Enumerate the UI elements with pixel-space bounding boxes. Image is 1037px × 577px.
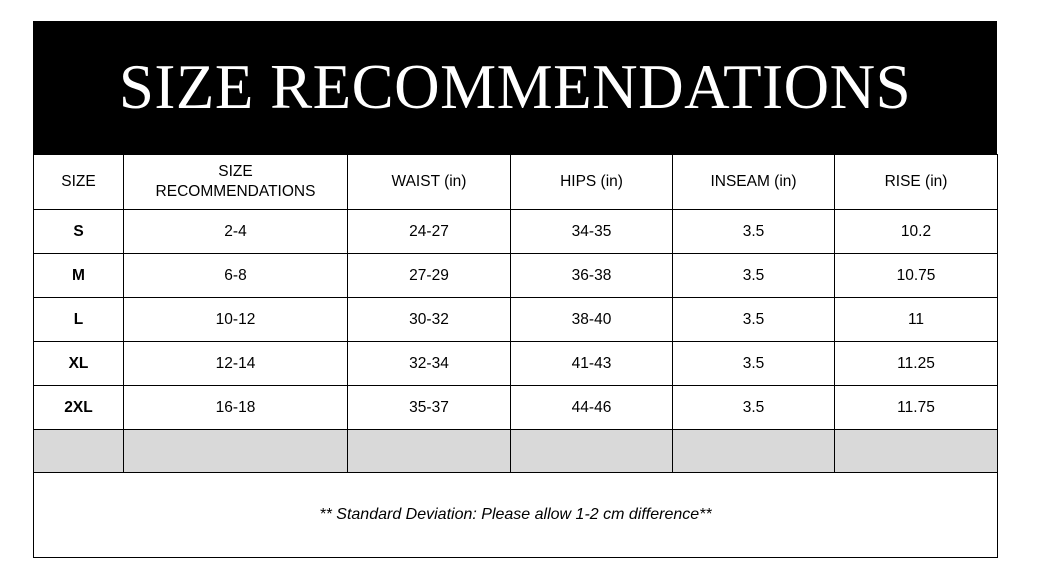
cell-rise: 11.75: [835, 386, 998, 430]
cell-size: M: [34, 254, 124, 298]
spacer-cell: [124, 430, 348, 473]
cell-hips: 36-38: [511, 254, 673, 298]
cell-hips: 34-35: [511, 210, 673, 254]
cell-size-recommendation: 6-8: [124, 254, 348, 298]
cell-rise: 11: [835, 298, 998, 342]
note-row: [34, 473, 998, 558]
header-cell-size: SIZE: [34, 155, 124, 210]
cell-inseam: 3.5: [673, 386, 835, 430]
cell-hips: 44-46: [511, 386, 673, 430]
size-table: [33, 154, 998, 558]
cell-rise: 11.25: [835, 342, 998, 386]
cell-waist: 30-32: [348, 298, 511, 342]
table-row: [34, 210, 998, 254]
standard-deviation-note: ** Standard Deviation: Please allow 1-2 cm difference**: [34, 473, 998, 558]
header-row: [34, 155, 998, 210]
cell-size-recommendation: 12-14: [124, 342, 348, 386]
cell-hips: 38-40: [511, 298, 673, 342]
header-cell-inseam: INSEAM (in): [673, 155, 835, 210]
header-cell-size-recommendations-line2: RECOMMENDATIONS: [155, 183, 316, 200]
spacer-cell: [673, 430, 835, 473]
table-row: [34, 254, 998, 298]
cell-rise: 10.2: [835, 210, 998, 254]
header-cell-waist: WAIST (in): [348, 155, 511, 210]
spacer-cell: [511, 430, 673, 473]
cell-hips: 41-43: [511, 342, 673, 386]
cell-size: L: [34, 298, 124, 342]
cell-size: 2XL: [34, 386, 124, 430]
cell-size-recommendation: 16-18: [124, 386, 348, 430]
table-header: [34, 155, 998, 210]
cell-waist: 32-34: [348, 342, 511, 386]
header-cell-rise: RISE (in): [835, 155, 998, 210]
spacer-cell: [348, 430, 511, 473]
cell-waist: 27-29: [348, 254, 511, 298]
spacer-row: [34, 430, 998, 473]
header-cell-size-recommendations: [124, 155, 348, 210]
table-row: [34, 386, 998, 430]
cell-inseam: 3.5: [673, 342, 835, 386]
cell-inseam: 3.5: [673, 210, 835, 254]
title-banner: [33, 21, 997, 154]
cell-rise: 10.75: [835, 254, 998, 298]
header-cell-size-recommendations-line1: SIZE: [218, 163, 253, 181]
spacer-cell: [34, 430, 124, 473]
page-title: SIZE RECOMMENDATIONS: [118, 52, 912, 122]
table-body: [34, 210, 998, 558]
table-row: [34, 298, 998, 342]
cell-waist: 35-37: [348, 386, 511, 430]
cell-waist: 24-27: [348, 210, 511, 254]
cell-inseam: 3.5: [673, 298, 835, 342]
cell-size-recommendation: 10-12: [124, 298, 348, 342]
size-table-container: [33, 154, 997, 558]
spacer-cell: [835, 430, 998, 473]
cell-size: XL: [34, 342, 124, 386]
header-cell-hips: HIPS (in): [511, 155, 673, 210]
cell-inseam: 3.5: [673, 254, 835, 298]
table-row: [34, 342, 998, 386]
cell-size-recommendation: 2-4: [124, 210, 348, 254]
cell-size: S: [34, 210, 124, 254]
